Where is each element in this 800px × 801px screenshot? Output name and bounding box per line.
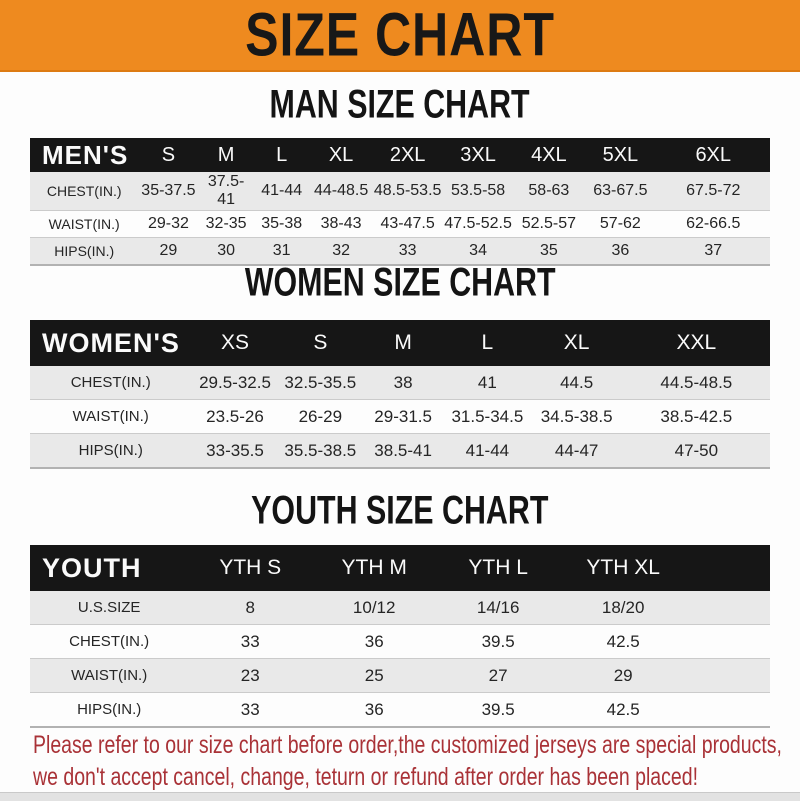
column-header-cell: YTH XL <box>560 545 686 591</box>
column-header-cell: XL <box>531 320 623 366</box>
size-value-cell: 35 <box>539 242 558 259</box>
table-row <box>30 211 770 238</box>
column-header-cell: YTH L <box>436 545 560 591</box>
size-value-cell: 44.5-48.5 <box>660 372 733 392</box>
banner-title: SIZE CHART <box>245 0 555 70</box>
column-header-cell: S <box>279 320 363 366</box>
column-header-cell: XXL <box>623 320 770 366</box>
women-section-heading <box>0 262 800 305</box>
size-value-cell: 33 <box>398 242 417 259</box>
banner <box>0 0 800 72</box>
size-value-cell: 41 <box>477 372 497 392</box>
size-value-cell: 35-38 <box>261 215 303 232</box>
size-value-cell: 10/12 <box>352 597 396 617</box>
column-header-cell: L <box>444 320 530 366</box>
size-value-cell: 26-29 <box>298 406 343 426</box>
row-label-cell: HIPS(IN.) <box>78 442 143 459</box>
table-header-row <box>30 545 770 591</box>
filler-cell <box>686 545 770 591</box>
size-value-cell: 29 <box>613 665 633 685</box>
column-header-cell: 3XL <box>443 138 514 172</box>
size-value-cell: 33-35.5 <box>206 440 264 460</box>
size-value-cell: 36 <box>611 242 630 259</box>
men-section-heading <box>0 84 800 127</box>
size-value-cell: 58-63 <box>528 182 570 199</box>
size-value-cell: 67.5-72 <box>686 182 741 199</box>
size-value-cell: 32.5-35.5 <box>284 372 357 392</box>
size-value-cell: 14/16 <box>476 597 520 617</box>
youth-size-table <box>30 545 770 728</box>
column-header-cell: YTH S <box>188 545 312 591</box>
size-value-cell: 30 <box>217 242 235 259</box>
size-value-cell: 29-32 <box>147 215 189 232</box>
table-title-cell: YOUTH <box>30 545 188 591</box>
row-label-cell: CHEST(IN.) <box>70 374 151 391</box>
row-label-cell: HIPS(IN.) <box>54 243 115 259</box>
size-value-cell: 52.5-57 <box>521 215 576 232</box>
size-value-cell: 47-50 <box>674 440 719 460</box>
size-value-cell: 42.5 <box>606 631 640 651</box>
row-label-cell: WAIST(IN.) <box>72 408 149 425</box>
size-value-cell: 53.5-58 <box>450 182 506 199</box>
size-value-cell: 44-48.5 <box>313 182 369 199</box>
size-value-cell: 37 <box>704 242 723 259</box>
size-value-cell: 34 <box>469 242 487 259</box>
size-value-cell: 57-62 <box>599 215 641 232</box>
column-header-cell: M <box>199 138 254 172</box>
size-value-cell: 44.5 <box>560 372 594 392</box>
filler-cell <box>686 659 770 693</box>
column-header-cell: 2XL <box>373 138 443 172</box>
size-value-cell: 63-67.5 <box>593 182 648 199</box>
row-label-cell: CHEST(IN.) <box>69 633 150 650</box>
women-section-heading-text: WOMEN SIZE CHART <box>244 260 556 306</box>
size-value-cell: 36 <box>364 699 384 719</box>
row-label-cell: WAIST(IN.) <box>48 216 120 232</box>
size-value-cell: 33 <box>240 699 260 719</box>
column-header-cell: L <box>254 138 310 172</box>
size-value-cell: 31 <box>272 242 291 259</box>
table-row <box>30 625 770 659</box>
size-value-cell: 38.5-42.5 <box>660 406 733 426</box>
size-value-cell: 36 <box>364 631 384 651</box>
size-value-cell: 41-44 <box>465 440 510 460</box>
size-value-cell: 35.5-38.5 <box>284 440 357 460</box>
filler-cell <box>686 591 770 625</box>
table-row <box>30 172 770 211</box>
table-row <box>30 659 770 693</box>
column-header-cell: S <box>138 138 198 172</box>
size-value-cell: 27 <box>488 665 508 685</box>
size-value-cell: 42.5 <box>606 699 640 719</box>
column-header-cell: XS <box>191 320 278 366</box>
size-value-cell: 62-66.5 <box>686 215 741 232</box>
men-size-table <box>30 138 770 266</box>
size-value-cell: 29-31.5 <box>374 406 432 426</box>
size-value-cell: 32-35 <box>205 215 247 232</box>
footer-note <box>33 729 793 793</box>
row-label-cell: CHEST(IN.) <box>46 183 122 199</box>
column-header-cell: 4XL <box>513 138 584 172</box>
column-header-cell: 5XL <box>584 138 656 172</box>
size-value-cell: 23.5-26 <box>206 406 264 426</box>
table-row <box>30 693 770 728</box>
size-value-cell: 34.5-38.5 <box>540 406 613 426</box>
table-row <box>30 434 770 469</box>
size-value-cell: 37.5-41 <box>207 173 245 208</box>
table-row <box>30 591 770 625</box>
column-header-cell: 6XL <box>656 138 770 172</box>
size-value-cell: 25 <box>364 665 384 685</box>
column-header-cell: YTH M <box>312 545 436 591</box>
size-value-cell: 29.5-32.5 <box>199 372 271 392</box>
filler-cell <box>686 693 770 728</box>
row-label-cell: WAIST(IN.) <box>71 667 148 684</box>
size-value-cell: 38-43 <box>320 215 362 232</box>
size-value-cell: 18/20 <box>601 597 645 617</box>
size-value-cell: 38 <box>393 372 413 392</box>
table-header-row <box>30 138 770 172</box>
size-value-cell: 48.5-53.5 <box>373 182 442 199</box>
size-value-cell: 39.5 <box>481 699 515 719</box>
table-title-cell: MEN'S <box>30 138 138 172</box>
table-header-row <box>30 320 770 366</box>
size-value-cell: 23 <box>240 665 260 685</box>
size-value-cell: 31.5-34.5 <box>451 406 524 426</box>
column-header-cell: XL <box>310 138 373 172</box>
row-label-cell: U.S.SIZE <box>77 599 141 616</box>
size-value-cell: 39.5 <box>481 631 515 651</box>
size-value-cell: 32 <box>332 242 350 259</box>
youth-section-heading-text: YOUTH SIZE CHART <box>251 488 549 534</box>
size-value-cell: 47.5-52.5 <box>444 215 512 232</box>
size-value-cell: 29 <box>159 242 178 259</box>
size-value-cell: 41-44 <box>261 182 303 199</box>
row-label-cell: HIPS(IN.) <box>77 701 142 718</box>
women-size-table <box>30 320 770 469</box>
size-value-cell: 33 <box>240 631 260 651</box>
size-value-cell: 43-47.5 <box>380 215 435 232</box>
column-header-cell: M <box>362 320 444 366</box>
size-value-cell: 8 <box>245 597 255 617</box>
men-section-heading-text: MAN SIZE CHART <box>269 82 531 128</box>
footer-note-line-2: we don't accept cancel, change, teturn or refund after order has been placed! <box>33 763 698 791</box>
size-value-cell: 44-47 <box>554 440 599 460</box>
size-value-cell: 35-37.5 <box>141 182 196 199</box>
size-value-cell: 38.5-41 <box>374 440 432 460</box>
table-row <box>30 400 770 434</box>
table-row <box>30 366 770 400</box>
table-title-cell: WOMEN'S <box>30 320 191 366</box>
youth-section-heading <box>0 490 800 533</box>
footer-note-line-1: Please refer to our size chart before order,the customized jerseys are special products, <box>33 731 782 759</box>
filler-cell <box>686 625 770 659</box>
